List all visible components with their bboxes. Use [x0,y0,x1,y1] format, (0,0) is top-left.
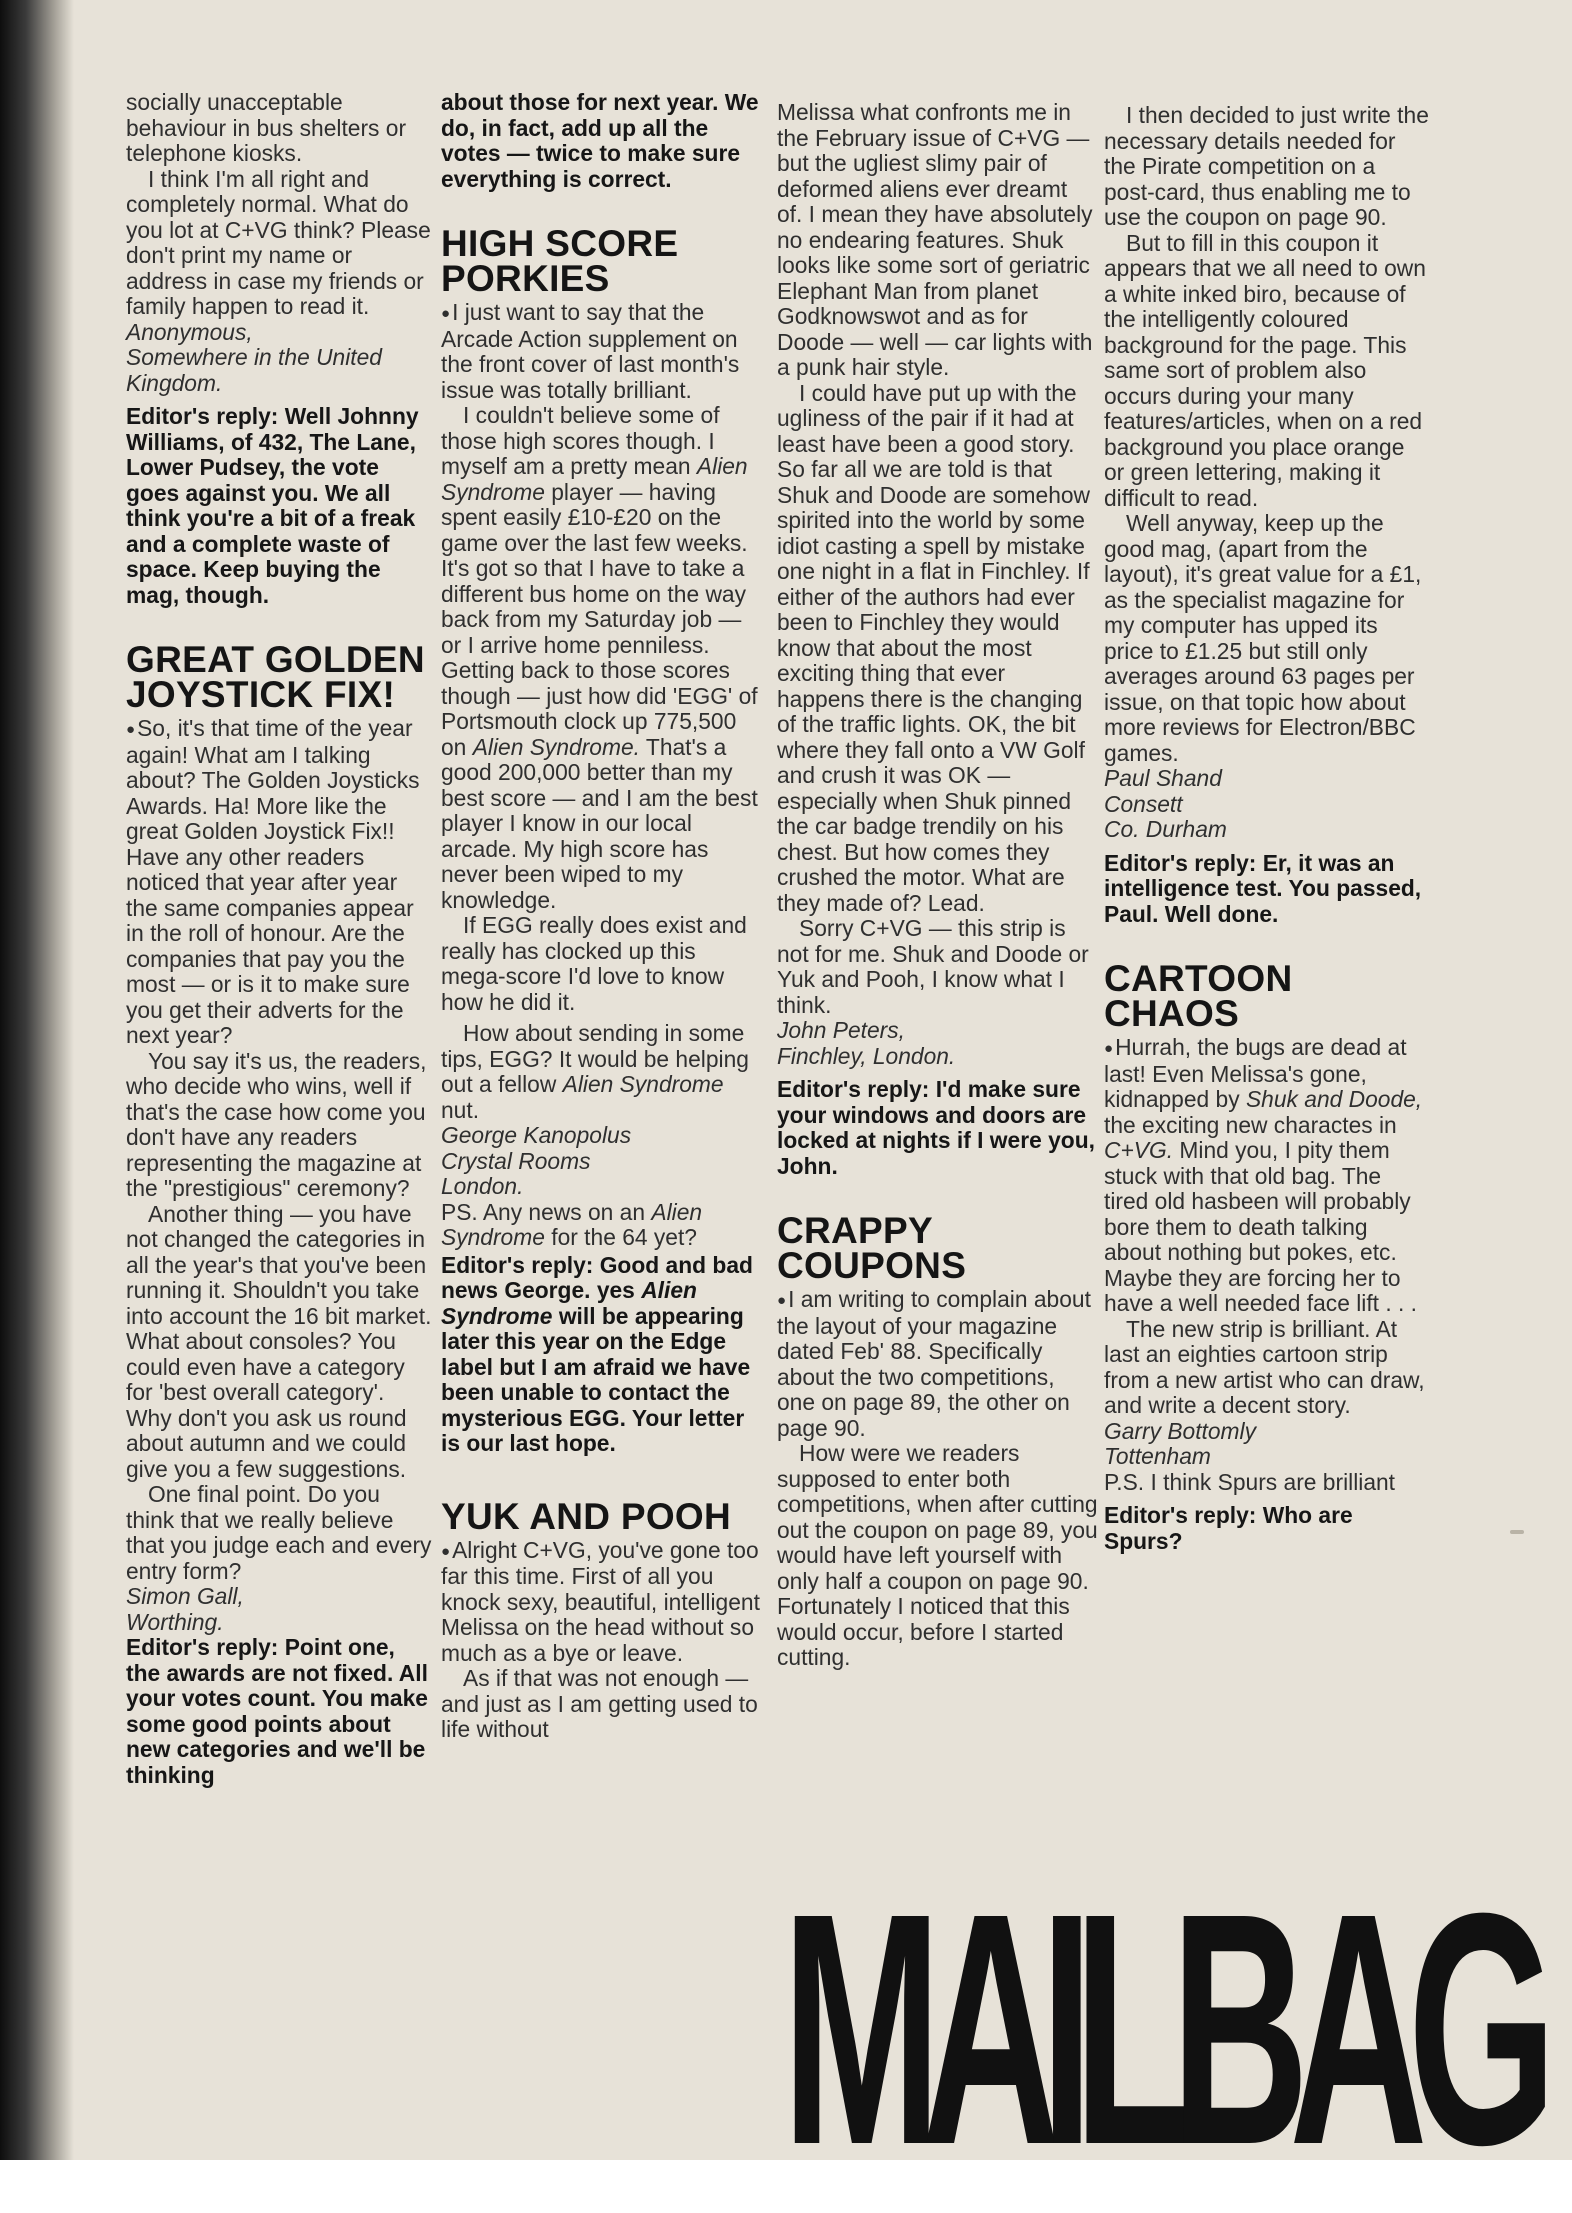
letter-heading: YUK AND POOH [441,1495,732,1537]
column-1 [126,90,432,1788]
postscript: P.S. I think Spurs are brilliant [1104,1468,1396,1495]
letter-signature: Tottenham [1104,1443,1211,1469]
letter-text: You say it's us, the readers, who decide who wins, well if that's the case how come you don't have any readers representing the magazine at the "prestigious" ceremony? [126,1047,427,1201]
letter-text: Sorry C+VG — this strip is not for me. Shuk and Doode or Yuk and Pooh, I know what I think. [777,915,1089,1018]
postscript: PS. Any news on an Alien Syndrome for the 64 yet? [441,1198,703,1250]
letter-signature: George Kanopolus [441,1122,632,1148]
letter-signature: Worthing. [126,1608,224,1635]
letter-signature: John Peters, [777,1017,905,1043]
letter-text: How were we readers supposed to enter both competitions, when after cutting out the coupon on page 89, you would have left yourself with only half a coupon on page 90. Fortunately I noticed that this would occur, before I started cutting. [777,1440,1098,1670]
letter-signature: Co. Durham [1104,816,1227,842]
letter-text: I could have put up with the ugliness of the pair if it had at least have been a good story. So far all we are told is that Shuk and Doode are somehow spirited into the world by some idiot casting a spell by mistake one night in a flat in Finchley. If either of the authors had ever been to Finchley they would know that about the most exciting thing that ever happens there is the changing of the traffic lights. OK, the bit where they fall onto a VW Golf and crush it was OK — especially when Shuk pinned the car badge trendily on his chest. But how comes they crushed the motor. What are they made of? Lead. [777,379,1091,916]
letter-signature: Anonymous, [126,318,253,345]
letter-signature: Crystal Rooms [441,1147,591,1174]
letter-signature: Garry Bottomly [1104,1417,1257,1444]
letter-text: How about sending in some tips, EGG? It would be helping out a fellow Alien Syndrome nut. [441,1020,749,1123]
letter-heading: CARTOON CHAOS [1104,958,1293,1034]
editor-reply: Editor's reply: Well Johnny Williams, of 432, The Lane, Lower Pudsey, the vote goes against you. We all think you're a bit of a freak and a complete waste of space. Keep buying the mag, though. [126,403,419,608]
letter-text: Another thing — you have not changed the categories in all the year's that you've been running it. Shouldn't you take into account the 16 bit market. What about consoles? You could even have a category for 'best overall category'. Why don't you ask us round about autumn and we could give you a few suggestions. [126,1200,432,1482]
letter-text: ● Hurrah, the bugs are dead at last! Even Melissa's gone, kidnapped by Shuk and Doode, the exciting new charactes in C+VG. Mind you, I pity them stuck with that old bag. The tired old hasbeen will probably bore them to death talking about nothing but pokes, etc. Maybe they are forcing her to have a well needed face lift . . . [1104,1035,1429,1317]
editor-reply: Editor's reply: Point one, the awards are not fixed. All your votes count. You make some good points about new categories and we'll be thinking [126,1634,428,1788]
column-2 [441,90,765,1743]
letter-heading: CRAPPY COUPONS [777,1210,967,1286]
letter-text: But to fill in this coupon it appears that we all need to own a white inked biro, because of the intelligently coloured background for the page. This same sort of problem also occurs during your many features/articles, when on a red background you place orange or green lettering, making it difficult to read. [1104,229,1426,511]
page-spine-shadow [0,0,74,2160]
editor-reply: Editor's reply: Who are Spurs? [1104,1502,1353,1554]
page-speck [1510,1530,1524,1534]
letter-text: As if that was not enough — and just as I am getting used to life without [441,1665,758,1742]
editor-reply: Editor's reply: Good and bad news George. yes Alien Syndrome will be appearing later this year on the Edge label but I am afraid we have been unable to contact the mysterious EGG. Your letter is our last hope. [441,1251,753,1456]
letter-text: I couldn't believe some of those high scores though. I myself am a pretty mean Alien Syndrome player — having spent easily £10-£20 on the game over the last few weeks. It's got so that I have to take a different bus home on the way back from my Saturday job — or I arrive home penniless. Getting back to those scores though — just how did 'EGG' of Portsmouth clock up 775,500 on Alien Syndrome. That's a good 200,000 better than my best score — and I am the best player I know in our local arcade. My high score has never been wiped to my knowledge. [441,402,758,913]
letter-text: ● Alright C+VG, you've gone too far this time. First of all you knock sexy, beautiful, intelligent Melissa on the head without so much as a bye or leave. [441,1538,765,1667]
letter-text: I then decided to just write the necessary details needed for the Pirate competition on a post-card, thus enabling me to use the coupon on page 90. [1104,102,1429,230]
letter-text: One final point. Do you think that we really believe that you judge each and every entry form? [126,1481,432,1584]
column-4 [1104,103,1429,1554]
letter-heading: GREAT GOLDEN JOYSTICK FIX! [126,639,425,715]
column-3 [777,100,1098,1671]
letter-text: ● I am writing to complain about the layout of your magazine dated Feb' 88. Specifically about the two competitions, one on page 89, the other on page 90. [777,1287,1098,1441]
letter-text: ● So, it's that time of the year again! What am I talking about? The Golden Joysticks Awards. Ha! More like the great Golden Joystick Fix!! Have any other readers noticed that year after year the same companies appear in the roll of honour. Are the companies that pay you the most — or is it to make sure you get their adverts for the next year? [126,716,432,1049]
letter-signature: Simon Gall, [126,1583,244,1609]
letter-text: Melissa what confronts me in the February issue of C+VG — but the ugliest slimy pair of deformed aliens ever dreamt of. I mean they have absolutely no endearing features. Shuk looks like some sort of geriatric Elephant Man from planet Godknowswot and as for Doode — well — car lights with a punk hair style. [777,99,1093,380]
letter-heading: HIGH SCORE PORKIES [441,223,679,299]
letter-signature: Finchley, London. [777,1042,956,1069]
letter-signature: Somewhere in the United Kingdom. [126,344,382,396]
letter-text: Well anyway, keep up the good mag, (apart from the layout), it's great value for a £1, as the specialist magazine for my computer has upped its price to £1.25 but still only averages around 63 pages per issue, on that topic how about more reviews for Electron/BBC games. [1104,510,1422,766]
letter-text: socially unacceptable behaviour in bus shelters or telephone kiosks. [126,89,407,166]
letter-signature: London. [441,1173,524,1199]
editor-reply-continued: about those for next year. We do, in fact, add up all the votes — twice to make sure everything is correct. [441,89,759,192]
letter-text: The new strip is brilliant. At last an eighties cartoon strip from a new artist who can draw, and write a decent story. [1104,1315,1425,1418]
letter-text: If EGG really does exist and really has clocked up this mega-score I'd love to know how he did it. [441,912,747,1015]
letter-text: I think I'm all right and completely normal. What do you lot at C+VG think? Please don't print my name or address in case my friends or family happen to read it. [126,165,431,319]
letter-signature: Consett [1104,790,1183,817]
mailbag-logo-text: MAILBAG [782,1844,1538,2213]
letter-text: ● I just want to say that the Arcade Action supplement on the front cover of last month's issue was totally brilliant. [441,300,765,403]
editor-reply: Editor's reply: Er, it was an intelligence test. You passed, Paul. Well done. [1104,849,1422,927]
letter-signature: Paul Shand [1104,765,1222,791]
mailbag-masthead [772,1844,1572,2213]
editor-reply: Editor's reply: I'd make sure your windows and doors are locked at nights if I were you, John. [777,1076,1095,1179]
